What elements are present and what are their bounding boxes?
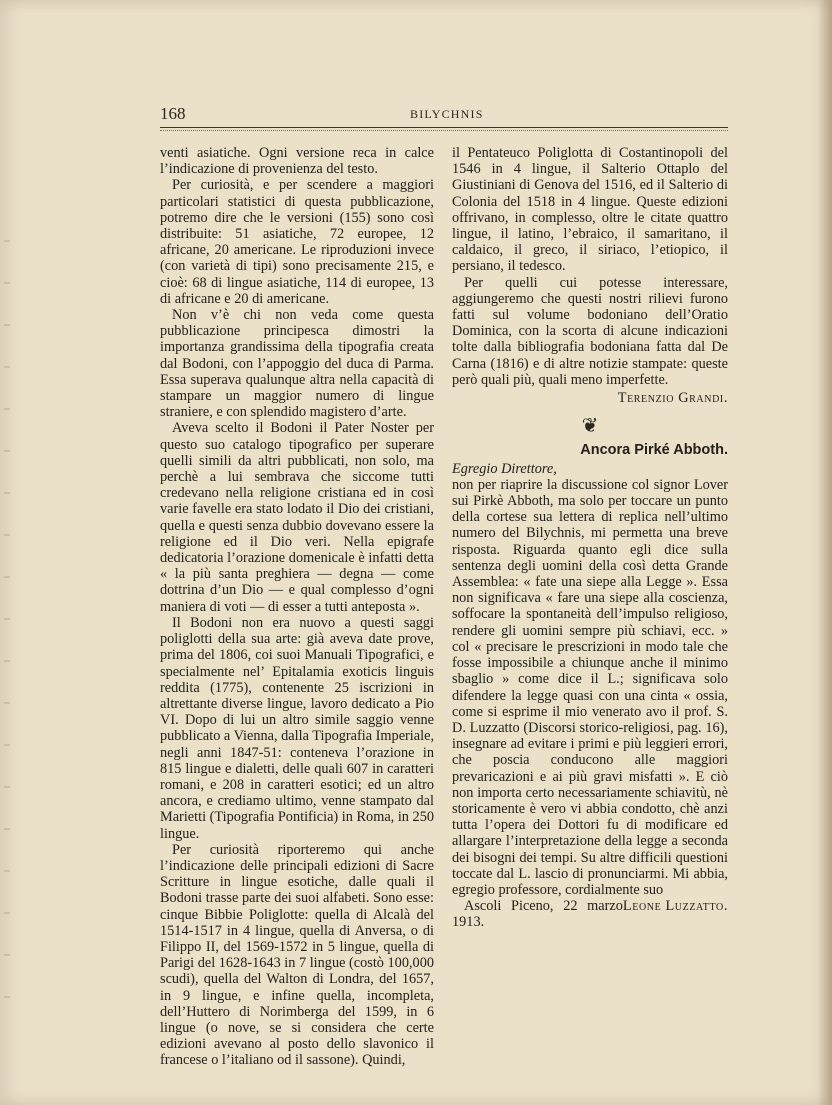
paragraph: il Pentateuco Poliglotta di Costantinopoli del 1546 in 4 lingue, il Salterio Ottaplo del Giustiniani di Genova del 1516, ed il Salterio di Colonia del 1518 in 4 lingue. Queste edizioni offrivano, in complesso, oltre le citate quattro lingue, il latino, l’ebraico, il samaritano, il caldaico, il greco, il siriaco, l’etiopico, il persiano, il tedesco.	[452, 145, 728, 275]
paragraph: Il Bodoni non era nuovo a questi saggi poliglotti della sua arte: già aveva date prove, prima del 1806, coi suoi Manuali Tipografici, e specialmente nel’ Epitalamia exoticis linguis reddita (1775), contenente 25 iscrizioni in altrettante diverse lingue, lavoro dedicato a Pio VI. Dopo di lui un altro simile saggio venne pubblicato a Vienna, dalla Tipografia Imperiale, negli anni 1847-51: conteneva l’orazione in 815 lingue e dialetti, delle quali 607 in caratteri romani, e 208 in caratteri esotici; ed un altro ancora, e crediamo ultimo, venne stampato dal Marietti (Tipografia Pontificia) in Roma, in 250 lingue.	[160, 614, 435, 842]
paragraph: venti asiatiche. Ogni versione reca in calce l’indicazione di provenienza del testo.	[160, 145, 434, 178]
author-signature: Terenzio Grandi.	[617, 390, 728, 407]
page-header	[160, 104, 730, 124]
paragraph: Per quelli cui potesse interessare, aggiungeremo che questi nostri rilievi furono fatti sul volume bodoniano dell’Oratio Dominica, con la scorta di alcune indicazioni tolte dalla bibliografia bodoniana fatta dal De Carna (1816) e di altre notizie stampate: queste però quali più, quali meno imperfette.	[452, 274, 728, 388]
letter-text: non per riaprire la discussione col signor Lover sui Pirkè Abboth, ma solo per toccare un punto della cortese sua lettera di replica nell’ultimo numero del Bilychnis, mi permetta una breve risposta. Riguarda quanto egli dice sulla sentenza degli uomini della così detta Grande Assemblea: « fate una siepe alla Legge ». Essa non significava « fare una siepe alla coscienza, soffocare la spontaneità dell’impulso religioso, rendere gli uomini sempre più schiavi, ecc. » col « precisare le prescrizioni in modo tale che fosse impossibile a chiunque anche il minimo sbaglio » come dice il L.; significava solo difendere la legge quasi con una cinta « ossia, come si esprime il mio venerato avo il prof. S. D. Luzzatto (Discorsi storico-religiosi, pag. 16), insegnare ad evitare i primi e più leggieri errori, che poscia conducono alle maggiori prevaricazioni e ai più gravi misfatti ». E ciò non importa certo necessariamente schiavitù, nè storicamente è vero vi abbia condotto, chè anzi tutta l’opera dei Dottori fu di modificare ed allargare l’interpretazione della legge a seconda dei bisogni dei tempi. Su altre difficili questioni toccate dal L. lascio di pronunciarmi. Mi abbia, egregio professore, cordialmente suo	[452, 476, 728, 898]
letter-dateline: Ascoli Piceno, 22 marzo 1913.	[452, 898, 623, 931]
fleuron-ornament-icon: ❦	[581, 415, 599, 438]
left-column	[160, 145, 434, 1069]
page-edge-shadow	[818, 0, 832, 1105]
paragraph: Per curiosità, e per scendere a maggiori particolari statistici di questa pubblicazione, potremo dire che le versioni (155) sono così distribuite: 51 asiatiche, 72 europee, 12 africane, 20 americane. Le riproduzioni invece (con varietà di tipi) sono precisamente 215, e cioè: 68 di lingue asiatiche, 114 di europee, 13 di africane e 20 di americane.	[160, 177, 434, 307]
paragraph: Aveva scelto il Bodoni il Pater Noster per questo suo catalogo tipografico per superare quelli simili da altri pubblicati, non solo, ma perchè a lui sembrava che siccome tutti credevano nella religione cristiana ed in così varie favelle era stato lodato il Dio dei cristiani, quella e questi senza dubbio dovevano essere la religione ed il Dio veri. Nella epigrafe dedicatoria l’orazione domenicale è infatti detta « la più santa preghiera — degna — come dottrina d’un Dio — e qual complesso d’ogni maniera di voti — di esser a tutti anteposta ».	[160, 420, 434, 615]
article-title: Ancora Pirké Abboth.	[580, 442, 728, 459]
paragraph: Per curiosità riporteremo qui anche l’indicazione delle principali edizioni di Sacre Scritture in lingue esotiche, dalle quali il Bodoni trasse parte dei suoi alfabeti. Sono esse: cinque Bibbie Poliglotte: quella di Alcalà del 1514-1517 in 4 lingue, quella di Anversa, o di Filippo II, del 1569-1572 in 5 lingue, quella di Parigi del 1628-1643 in 7 lingue (costò 100,000 scudi), quella del Walton di Londra, del 1657, in 9 lingue, e infine quella, incompleta, dell’Huttero di Norimberga del 1599, in 6 lingue (o nove, se si considera che certe edizioni avevano al posto dello slavonico il francese o l’italiano od il sassone). Quindi,	[160, 841, 434, 1069]
header-rule	[160, 127, 728, 128]
header-rule-dotted	[160, 130, 728, 131]
running-head: BILYCHNIS	[410, 107, 484, 121]
paragraph: Non v’è chi non veda come questa pubblicazione principesca dimostri la importanza grandissima della tipografia creata dal Bodoni, con l’appoggio del duca di Parma. Essa superava qualunque altra nella capacità di stampare un maggior numero di lingue straniere, e con splendido magistero d’arte.	[160, 307, 434, 421]
page-binding-edge	[4, 200, 10, 1000]
page-number: 168	[160, 104, 186, 123]
letter-signature: Leone Luzzatto.	[622, 898, 728, 915]
letter-salutation: Egregio Direttore,	[452, 460, 557, 477]
right-column	[452, 145, 728, 931]
